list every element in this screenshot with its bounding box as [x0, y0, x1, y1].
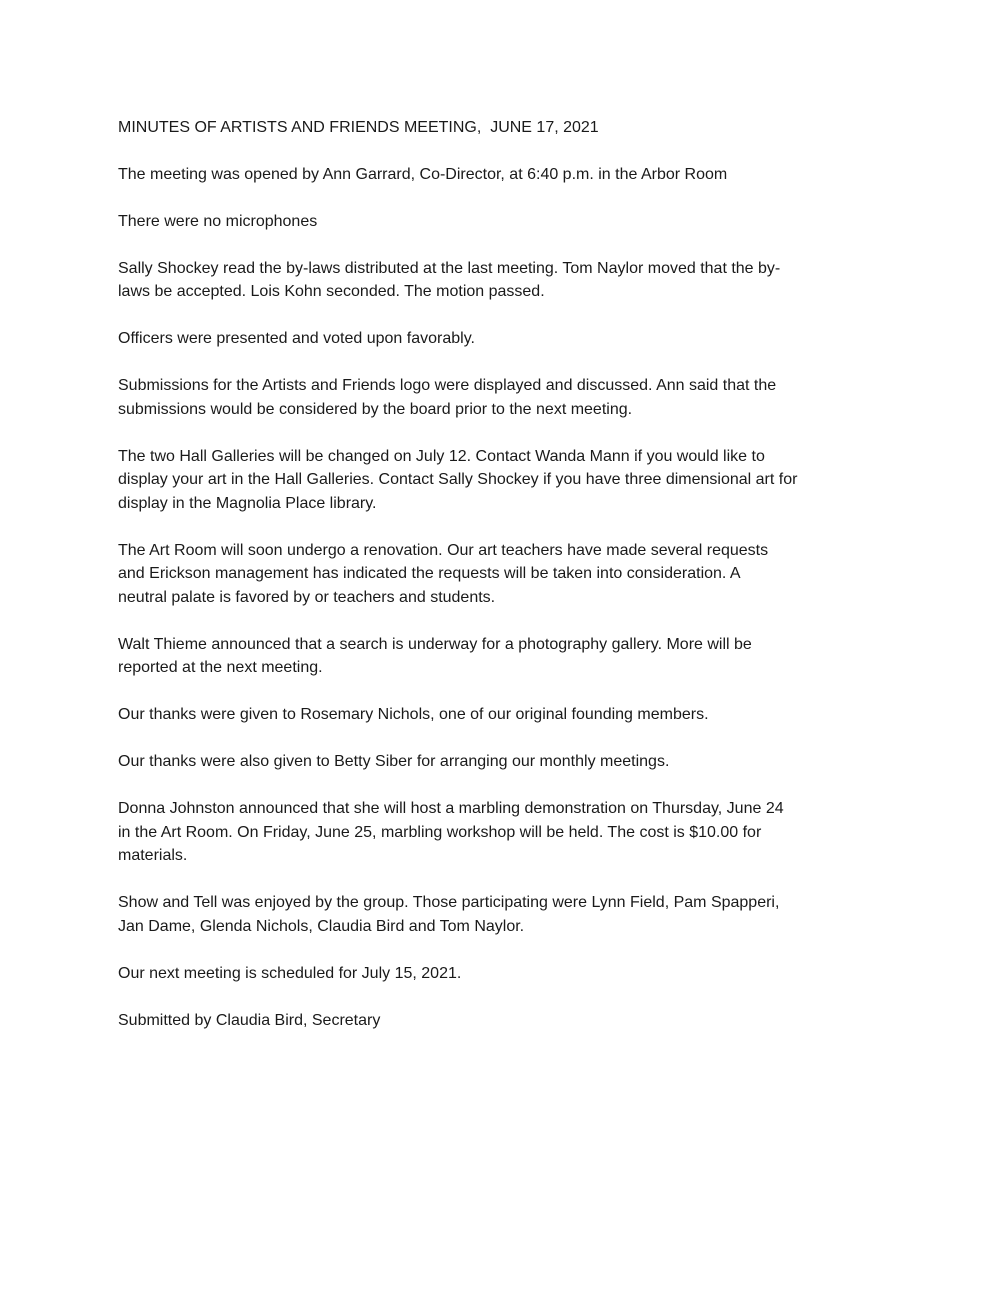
meeting-minutes [118, 116, 898, 1032]
paragraph-opening: The meeting was opened by Ann Garrard, Co-Director, at 6:40 p.m. in the Arbor Room [118, 165, 728, 183]
paragraph-hall-galleries: The two Hall Galleries will be changed on July 12. Contact Wanda Mann if you would like to display your art in the Hall Galleries. Contact Sally Shockey if you have three dimensional art for display in the Magnolia Place library. [118, 447, 798, 512]
paragraph-thanks-rosemary: Our thanks were given to Rosemary Nichols, one of our original founding members. [118, 706, 709, 723]
paragraph-microphones: There were no microphones [118, 212, 318, 230]
paragraph-marbling: Donna Johnston announced that she will host a marbling demonstration on Thursday, June 24 in the Art Room. On Friday, June 25, marbling workshop will be held. The cost is $10.00 for materials. [118, 800, 784, 864]
signature-line: Submitted by Claudia Bird, Secretary [118, 1011, 381, 1029]
paragraph-logo-submissions: Submissions for the Artists and Friends logo were displayed and discussed. Ann said that the submissions would be considered by the board prior to the next meeting. [118, 377, 777, 418]
paragraph-show-and-tell: Show and Tell was enjoyed by the group. Those participating were Lynn Field, Pam Spapperi, Jan Dame, Glenda Nichols, Claudia Bird and Tom Naylor. [118, 894, 780, 935]
paragraph-art-room-renovation: The Art Room will soon undergo a renovation. Our art teachers have made several requests and Erickson management has indicated the requests will be taken into consideration. A neutral palate is favored by or teachers and students. [118, 541, 769, 606]
paragraph-next-meeting: Our next meeting is scheduled for July 15, 2021. [118, 964, 462, 982]
document-title: MINUTES OF ARTISTS AND FRIENDS MEETING, JUNE 17, 2021 [118, 119, 599, 136]
paragraph-officers: Officers were presented and voted upon favorably. [118, 330, 475, 347]
paragraph-photography-gallery: Walt Thieme announced that a search is underway for a photography gallery. More will be reported at the next meeting. [118, 635, 752, 676]
paragraph-bylaws: Sally Shockey read the by-laws distributed at the last meeting. Tom Naylor moved that the by- laws be accepted. Lois Kohn seconded. The motion passed. [118, 259, 781, 300]
paragraph-thanks-betty: Our thanks were also given to Betty Siber for arranging our monthly meetings. [118, 753, 670, 770]
